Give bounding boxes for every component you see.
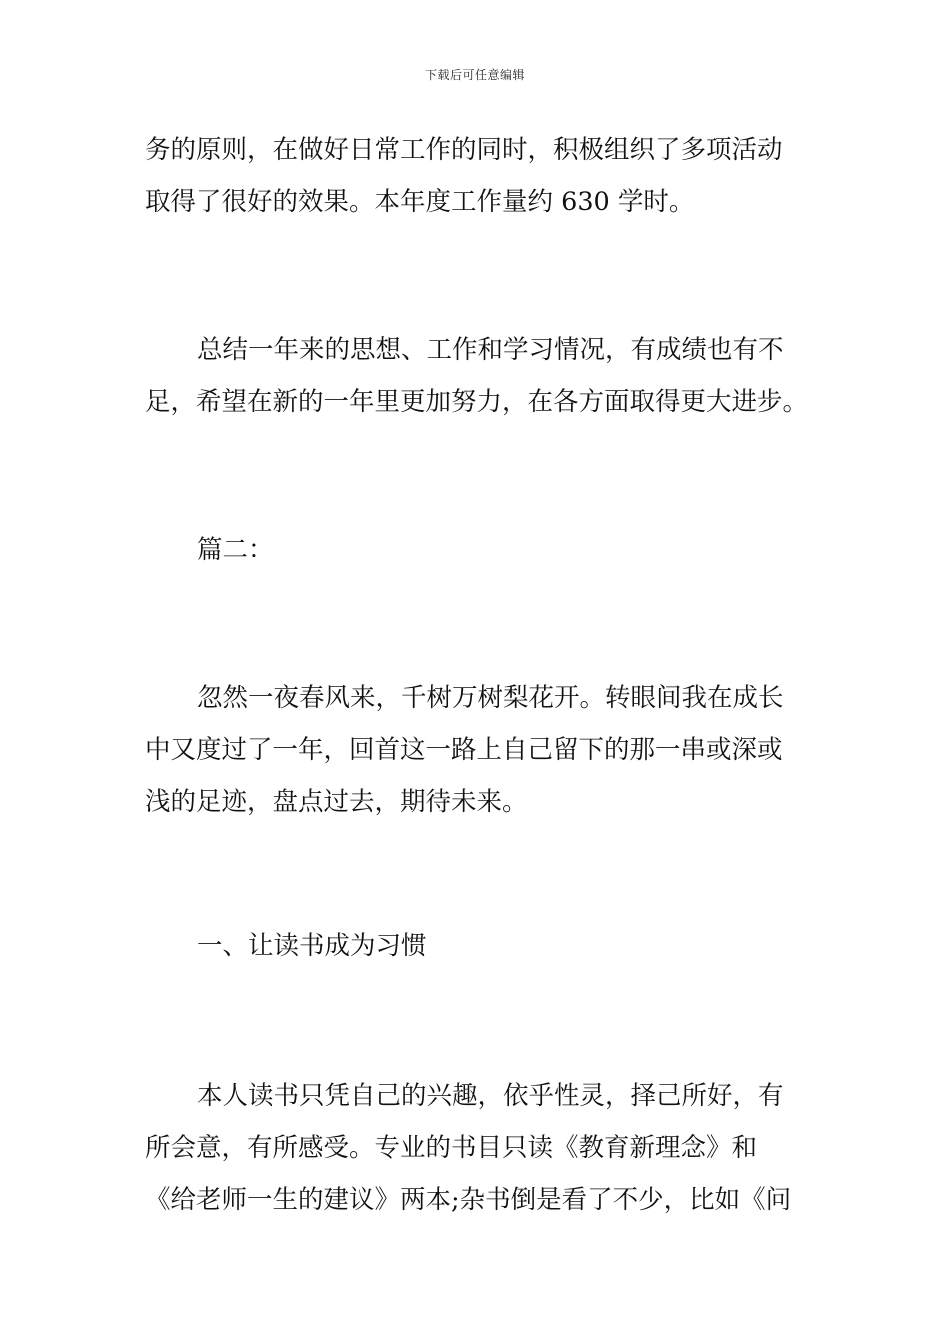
paragraph-year-summary [145,324,807,428]
paragraph-line: 务的原则，在做好日常工作的同时，积极组织了多项活动 [145,135,783,165]
section-heading-part-two [145,524,807,576]
paragraph-line: 所会意，有所感受。专业的书目只读《教育新理念》和 [145,1133,758,1163]
paragraph-line: 浅的足迹，盘点过去，期待未来。 [145,787,528,817]
section-heading-reading-habit [145,920,807,972]
header-note: 下载后可任意编辑 [424,68,525,82]
paragraph-line: 《给老师一生的建议》两本;杂书倒是看了不少，比如《问 [145,1185,792,1215]
paragraph-line: 篇二： [197,535,274,565]
paragraph-line: 足，希望在新的一年里更加努力，在各方面取得更大进步。 [145,387,809,417]
paragraph-line: 一、让读书成为习惯 [197,931,427,961]
paragraph-line: 忽然一夜春风来，千树万树梨花开。转眼间我在成长 [197,683,784,713]
paragraph-duty-principle [145,124,807,228]
paragraph-line: 中又度过了一年，回首这一路上自己留下的那一串或深或 [145,735,783,765]
paragraph-line: 取得了很好的效果。本年度工作量约 630 学时。 [145,187,695,217]
paragraph-line: 总结一年来的思想、工作和学习情况，有成绩也有不 [197,335,784,365]
paragraph-line: 本人读书只凭自己的兴趣，依乎性灵，择己所好，有 [197,1081,784,1111]
paragraph-reading-interest [145,1070,807,1226]
paragraph-spring-breeze [145,672,807,828]
